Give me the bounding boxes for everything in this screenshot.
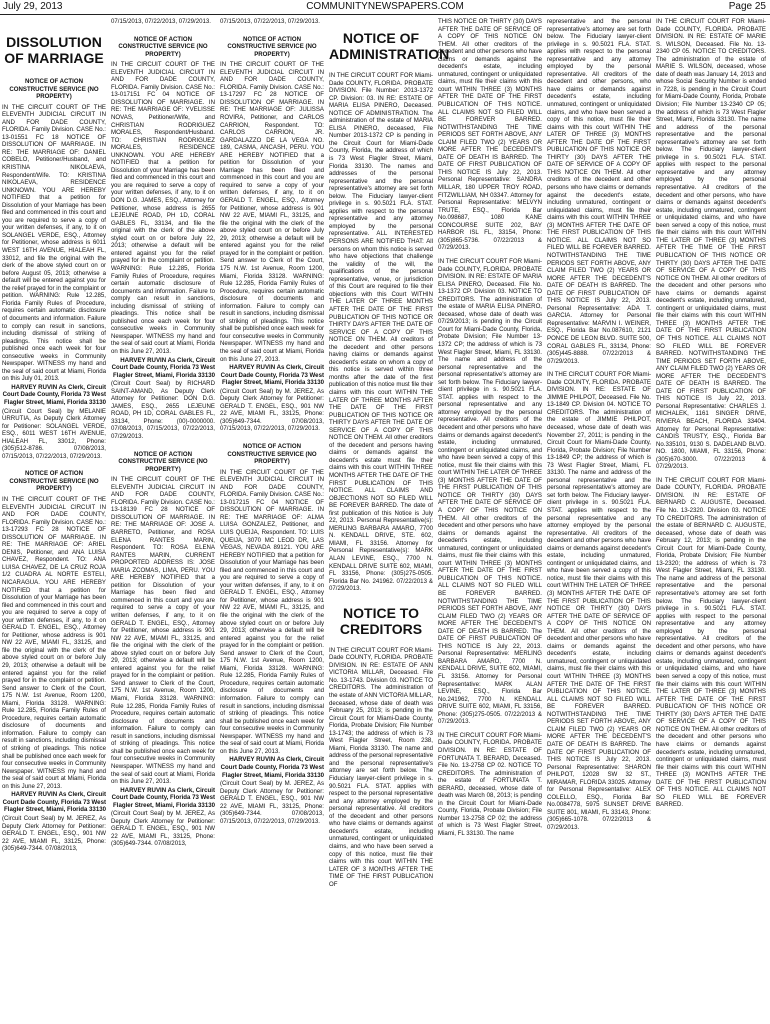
notice-body: IN THE CIRCUIT COURT FOR Miami-Dade COUNTY, FLORIDA. PROBATE DIVISION. File Number: 2013-1372 CP. Division: 03. IN RE: ESTATE OF MARIA ELISA PINERO, Deceased. NOTICE OF ADMINISTRATION. The administration of the estate of MARIA ELISA PINERO, deceased, File Number 2013-1372 CP is pending in the Circuit Court for Miami-Dade County, Florida, the address of which is 73 West Flagler Street, Miami, Florida 33130. The names and addresses of the personal representative and the personal representative's attorney are set forth below. The Fiduciary lawyer-client privilege in s. 90.5021 FLA. STAT. applies with respect to the personal representative and any attorney employed by the personal representative. ALL INTERESTED PERSONS ARE NOTIFIED THAT: All persons on whom this notice is served who have objections that challenge the validity of the will, the qualifications of the personal representative, venue, or jurisdiction of this Court are required to file their objections with this Court WITHIN THE LATER OF THREE MONTHS AFTER THE DATE OF THE FIRST PUBLICATION OF THIS NOTICE OR THIRTY DAYS AFTER THE DATE OF SERVICE OF A COPY OF THIS NOTICE ON THEM. All creditors of the decedent and other persons having claims or demands against decedent's estate on whom a copy of this notice is served within three months after the date of the first publication of this notice must file their claims with this court WITHIN THE LATER OF THREE MONTHS AFTER THE DATE OF THE FIRST PUBLICATION OF THIS NOTICE OR THIRTY DAYS AFTER THE DATE OF SERVICE OF A COPY OF THIS NOTICE ON THEM. All other creditors of the decedent and persons having claims or demands against the decedent's estate must file their claims with this court WITHIN THREE MONTHS AFTER THE DATE OF THE FIRST PUBLICATION OF THIS NOTICE. ALL CLAIMS AND OBJECTIONS NOT SO FILED WILL BE FOREVER BARRED. The date of first publication of this Notice is July 22, 2013. Personal Representative(s): MERLING BARBARA AMARO, 7700 N. KENDALL DRIVE, STE. 602, MIAMI, FL 33156. Attorney for Personal Representative(s): MARK ALAN LEVINE, ESQ., 7700 N. KENDALL DRIVE SUITE 602, MIAMI, FL 33156, Phone: (305)275-0505. Florida Bar No. 241962. 07/22/2013 & 07/29/2013.: [329, 72, 433, 593]
section-title-administration: NOTICE OF ADMINISTRATION: [329, 30, 450, 62]
notice-body: IN THE CIRCUIT COURT OF THE ELEVENTH JUDICIAL CIRCUIT IN AND FOR DADE COUNTY, FLORIDA. Family Division. CASE No.: 13-18139 FC 28 NOTICE OF DISSOLUTION OF MARRIAGE. IN RE: THE MARRIAGE OF: JOSE A. BARRETO, Petitioner, and ROSA ELENA RANTES MARIN, Respondent. TO: ROSA ELENA RANTES MARIN, CURRENT PROPORTED ADDRESS IS: JOSE MARIA ZCOMAS, LIMA, PERU. YOU ARE HEREBY NOTIFIED that a petition for Dissolution of your Marriage has been filed and commenced in this court and you are required to serve a copy of your written defenses, if any, to it on GERALD T. ENGEL, ESQ., Attorney for Petitioner, whose address is 901 NW 22 AVE, MIAMI FL, 33125, and file the original with the clerk of the above styled court on or before July 29, 2013; otherwise a default will be entered against you for the relief prayed for in the complaint or petition. Send answer to Clerk of the Court, 175 N.W. 1st Avenue, Room 1200, Miami, Florida 33128. WARNING: Rule 12.285, Florida Family Rules of Procedure, requires certain automatic disclosure of documents and information. Failure to comply can result in sanctions, including dismissal of striking of pleadings. This notice shall be published once each week for four consecutive weeks in Community Newspaper. WITNESS my hand and the seal of said court at Miami, Florida on this June 27, 2013.: [111, 476, 215, 786]
notice-tail: (Circuit Court Seal) by M. JEREZ, As Deputy Clerk Attorney for Petitioner: GERALD T. ENGEL, ESQ., 901 NW 22 AVE, MIAMI FL, 33125, Phone: (305)649-7344. 07/08/2013,: [111, 810, 215, 848]
clerk-signature: HARVEY RUVIN As Clerk, Circuit Court Dade County, Florida 73 West Flagler Street, Miami, Florida 33130: [111, 786, 215, 809]
notice-body: IN THE CIRCUIT COURT FOR Miami-Dade COUNTY, FLORIDA. PROBATE DIVISION. IN RE: ESTATE OF MARIA ELISA PINERO, Deceased. File No. 13-1372 CP. Division 03. NOTICE TO CREDITORS. The administration of the estate of MARIA ELISA PINERO, deceased, whose date of death was 07/29/2013; is pending in the Circuit Court for Miami-Dade County, Florida, Probate Division; File Number 13-1372 CP; the address of which is 73 West Flagler Street, Miami, FL 33130. The name and address of the personal representative and the personal representative's attorney are set forth below. The Fiduciary lawyer-client privilege in s. 90.5021 FLA. STAT. applies with respect to the personal representative and any attorney employed by the personal representative. All creditors of the decedent and other persons who have claims or demands against decedent's estate, including unmatured, contingent or unliquidated claims, and who have been served a copy of this notice, must file their claims with this court WITHIN THE LATER OF THREE (3) MONTHS AFTER THE DATE OF THE FIRST PUBLICATION OF THIS NOTICE OR THIRTY (30) DAYS AFTER THE DATE OF SERVICE OF A COPY OF THIS NOTICE ON THEM. All other creditors of the decedent and other persons who have claims or demands against the decedent's estate, including unmatured, contingent or unliquidated claims, must file their claims with this court WITHIN THREE (3) MONTHS AFTER THE DATE OF THE FIRST PUBLICATION OF THIS NOTICE. ALL CLAIMS NOT SO FILED WILL BE FOREVER BARRED. NOTWITHSTANDING THE TIME PERIODS SET FORTH ABOVE, ANY CLAIM FILED TWO (2) YEARS OR MORE AFTER THE DECEDENT'S DATE OF DEATH IS BARRED. The DATE OF FIRST PUBLICATION OF THIS NOTICE IS July 22, 2013. Personal Representative: MERLING BARBARA AMARO, 7700 N. KENDALL DRIVE, SUITE 602, MIAMI, FL 33156. Attorney for Personal Representative: MARK ALAN LEVINE, ESQ., Florida Bar No.241962, 7700 N. KENDALL DRIVE SUITE 602, MIAMI, FL 33156, Phone: (305)275-0505. 07/22/2013 & 07/29/2013.: [438, 257, 542, 726]
section-title-dissolution: DISSOLUTION OF MARRIAGE: [4, 34, 104, 66]
notice-body: IN THE CIRCUIT COURT OF THE ELEVENTH JUDICIAL CIRCUIT IN AND FOR DADE COUNTY, FLORIDA. Family Division. CASE No.: 13-01551 FC 18 NOTICE OF DISSOLUTION OF MARRIAGE. IN RE: THE MARRIAGE OF: DANIEL COBELO, Petitioner/Husband, and KRISTINA NIKOLAEVA, Respondent/Wife. TO: KRISTINA NIKOLAEVA, RESIDENCE UNKNOWN. YOU ARE HEREBY NOTIFIED that a petition for Dissolution of your Marriage has been filed and commenced in this court and you are required to serve a copy of your written defenses, if any, to it on SOLANGEL VERDE, ESQ., Attorney for Petitioner, whose address is 6011 WEST 16TH AVENUE, HIALEAH FL, 33012, and file the original with the clerk of the above styled court on or before August 05, 2013; otherwise a default will be entered against you for the relief prayed for in the complaint or petition. WARNING: Rule 12.285, Florida Family Rules of Procedure, requires certain automatic disclosure of documents and information. Failure to comply can result in sanctions, including dismissal of striking of pleadings. This notice shall be published once each week for four consecutive weeks in Community Newspaper. WITNESS my hand and the seal of said court at Miami, Florida on this July 01, 2013.: [2, 103, 106, 383]
notice-body: IN THE CIRCUIT COURT OF THE ELEVENTH JUDICIAL CIRCUIT IN AND FOR DADE COUNTY, FLORIDA. Family Division. CASE No.: 13-017215 FC 04 NOTICE OF DISSOLUTION OF MARRIAGE. IN RE: THE MARRIAGE OF: ALMA LUISA GONZALEZ, Petitioner, and LUIS QUEIJA, Respondent. TO: LUIS QUEIJA, 3070 MC LEOD DR, LAS VEGAS, NEVADA 89121. YOU ARE HEREBY NOTIFIED that a petition for Dissolution of your Marriage has been filed and commenced in this court and you are required to serve a copy of your written defenses, if any, to it on GERALD T. ENGEL, ESQ., Attorney for Petitioner, whose address is 901 NW 22 AVE, MIAMI FL, 33125, and file the original with the clerk of the above styled court on or before July 29, 2013; otherwise a default will be entered against you for the relief prayed for in the complaint or petition. Send answer to Clerk of the Court, 175 N.W. 1st Avenue, Room 1200, Miami, Florida 33128. WARNING: Rule 12.285, Florida Family Rules of Procedure, requires certain automatic disclosure of documents and information. Failure to comply can result in sanctions, including dismissal of striking of pleadings. This notice shall be published once each week for four consecutive weeks in Community Newspaper. WITNESS my hand and the seal of said court at Miami, Florida on this June 27, 2013.: [220, 468, 324, 755]
column-3: [220, 18, 324, 1022]
notice-tail: (Circuit Court Seal) by M. JEREZ, As Deputy Clerk Attorney for Petitioner: GERALD T. ENGEL, ESQ., 901 NW 22 AVE, MIAMI FL, 33125, Phone: (305)649-7344. 07/08/2013, 07/15/2013, 07/22/2013, 07/29/2013.: [220, 780, 324, 825]
column-4: [329, 18, 450, 1022]
notice-heading: NOTICE OF ACTION CONSTRUCTIVE SERVICE (NO PROPERTY): [9, 470, 99, 493]
notice-heading: NOTICE OF ACTION CONSTRUCTIVE SERVICE (NO PROPERTY): [118, 450, 208, 473]
notice-body: IN THE CIRCUIT COURT FOR Miami-Dade COUNTY, FLORIDA. PROBATE DIVISION. IN RE: ESTATE OF MARIE S. WILSON, Deceased. File No. 13-2340 CP 05. NOTICE TO CREDITORS. The administration of the estate of MARIE S. WILSON, deceased, whose date of death was January 14, 2013 and whose Social Security Number is ended in 7228, is pending in the Circuit Court for Miami-Dade County, Florida, Probate Division; File Number 13-2340 CP 05; the address of which is 73 West Flagler Street, Miami, Florida 33130. The name and address of the personal representative and the personal representative's attorney are set forth below. The Fiduciary lawyer-client privilege in s. 90.5021 FLA. STAT. applies with respect to the personal representative and any attorney employed by the personal representative. All creditors of the decedent and other persons, who have claims or demands against decedent's estate, including unmatured, contingent or unliquidated claims, and who have been served a copy of this notice, must file their claims with this court WITHIN THE LATER OF THREE (3) MONTHS AFTER THE TIME OF THE FIRST PUBLICATION OF THIS NOTICE OR THIRTY (30) DAYS AFTER THE DATE OF SERVICE OF A COPY OF THIS NOTICE ON THEM. All other creditors of the decedent and other persons who have claims or demands against decedent's estate, including unmatured, contingent or unliquidated claims, must file their claims with this court WITHIN THREE (3) MONTHS AFTER THE DATE OF THE FIRST PUBLICATION OF THIS NOTICE. ALL CLAIMS NOT SO FILED WILL BE FOREVER BARRED. NOTWITHSTANDING THE TIME PERIODS SET FORTH ABOVE, ANY CLAIM FILED TWO (2) YEARS OR MORE AFTER THE DECEDENT'S DATE OF DEATH IS BARRED. The DATE OF FIRST PUBLICATION OF THIS NOTICE IS July 22, 2013. Personal Representative: CHARLES J. MICHALEK, 1161 SINGER DRIVE, RIVIERA BEACH, FLORIDA 33404. Attorney for Personal Representative: CANDIS TRUSTY, ESQ., Florida Bar No.335101, 9130 S. DADELAND BLVD. NO. 1800, MIAMI, FL 33156, Phone: (305)670-3000. 07/22/2013 & 07/29/2013.: [656, 18, 766, 471]
site-name: COMMUNITYNEWSPAPERS.COM: [306, 1, 464, 12]
notice-heading: NOTICE OF ACTION CONSTRUCTIVE SERVICE (NO PROPERTY): [118, 35, 208, 58]
issue-date: July 29, 2013: [3, 1, 63, 12]
notice-body: IN THE CIRCUIT COURT OF THE ELEVENTH JUDICIAL CIRCUIT IN AND FOR DADE COUNTY, FLORIDA. Family Division. CASE No.: 13-17293 FC 28 NOTICE OF DISSOLUTION OF MARRIAGE. IN RE: THE MARRIAGE OF: ARIEL DENIS, Petitioner, and ANA LUISA CHAVEZ, Respondent. TO: ANA LUISA CHAVEZ, DE LA CRUZ ROJA 1/2 CUADRA AL NORTE ESTELI, NICARAGUA. YOU ARE HEREBY NOTIFIED that a petition for Dissolution of your Marriage has been filed and commenced in this court and you are required to serve a copy of your written defenses, if any, to it on GERALD T. ENGEL, ESQ., Attorney for Petitioner, whose address is 901 NW 22 AVE, MIAMI FL, 33125, and file the original with the clerk of the above styled court on or before July 29, 2013; otherwise a default will be entered against you for the relief prayed for in the complaint or petition. Send answer to Clerk of the Court, 175 N.W. 1st Avenue, Room 1200, Miami, Florida 33128. WARNING: Rule 12.285, Florida Family Rules of Procedure, requires certain automatic disclosure of documents and information. Failure to comply can result in sanctions, including dismissal of striking of pleadings. This notice shall be published once each week for four consecutive weeks in Community Newspaper. WITNESS my hand and the seal of said court at Miami, Florida on this June 27, 2013.: [2, 495, 106, 790]
section-title-creditors: NOTICE TO CREDITORS: [339, 604, 423, 637]
notice-body: THIS NOTICE OR THIRTY (30) DAYS AFTER THE DATE OF SERVICE OF A COPY OF THIS NOTICE ON THEM. All other creditors of the decedent and other persons who have claims or demands against the decedent's estate, including unmatured, contingent or unliquidated claims, must file their claims with this court WITHIN THREE (3) MONTHS AFTER THE DATE OF THE FIRST PUBLICATION OF THIS NOTICE. ALL CLAIMS NOT SO FILED WILL BE FOREVER BARRED. NOTWITHSTANDING THE TIME PERIODS SET FORTH ABOVE, ANY CLAIM FILED TWO (2) YEARS OR MORE AFTER THE DECEDENT'S DATE OF DEATH IS BARRED. The DATE OF FIRST PUBLICATION OF THIS NOTICE IS July 22, 2013. Personal Representative: SANDRA MILLAR, 180 UPPER TROY ROAD, FITZWILLIAM, NH 03347. Attorney for Personal Representative: MELVYN TRUTE, ESQ., Florida Bar No.098687, 1080 KANE CONCOURSE SUITE 202, BAY HARBOR ISL FL, 33154, Phone: (305)865-5736. 07/22/2013 & 07/29/2013.: [438, 18, 542, 252]
notice-heading: NOTICE OF ACTION CONSTRUCTIVE SERVICE (NO PROPERTY): [9, 78, 99, 101]
clerk-signature: HARVEY RUVIN As Clerk, Circuit Court Dade County, Florida 73 West Flagler Street, Miami, Florida 33130: [2, 791, 106, 814]
notice-heading: NOTICE OF ACTION CONSTRUCTIVE SERVICE (NO PROPERTY): [227, 35, 317, 58]
column-6: [547, 18, 651, 1022]
notice-body: IN THE CIRCUIT COURT FOR Miami-Dade COUNTY, FLORIDA. PROBATE DIVISION. IN RE: ESTATE OF ANN VICTORIA MILLAR, Deceased. File No. 13-1743. Division 03. NOTICE TO CREDITORS. The administration of the estate of ANN VICTORIA MILLAR, deceased, whose date of death was February 25, 2013; is pending in the Circuit Court for Miami-Dade County, Florida, Probate Division; File Number 13-1743; the address of which is 73 West Flagler Street, Room 238, Miami, Florida 33130. The name and address of the personal representative and the personal representative's attorney are set forth below. The Fiduciary lawyer-client privilege in s. 90.5021 FLA. STAT. applies with respect to the personal representative and any attorney employed by the personal representative. All creditors of the decedent and other persons who have claims or demands against decedent's estate, including unmatured, contingent or unliquidated claims, and who have been served a copy of this notice, must file their claims with this court WITHIN THE LATER OF 3 MONTHS AFTER THE TIME OF THE FIRST PUBLICATION OF: [329, 646, 433, 888]
column-2: [111, 18, 215, 1022]
notice-tail: (Circuit Court Seal) by RICHARD SAINT-AMAND, As Deputy Clerk Attorney for Petitioner: DON D.G. JAMES, ESQ., 2655 LEJEUNE ROAD, PH 1D, CORAL GABLES FL, 33134, Phone: (00)-0000000. 07/08/2013, 07/15/2013, 07/22/2013, 07/29/2013.: [111, 380, 215, 440]
notice-body: IN THE CIRCUIT COURT OF THE ELEVENTH JUDICIAL CIRCUIT IN AND FOR DADE COUNTY, FLORIDA. Family Division. CASE No.: 13-017151 FC 04 NOTICE OF DISSOLUTION OF MARRIAGE. IN RE: THE MARRIAGE OF: YVELISSE NOVAS, Petitioner/Wife, and CHRISTIAN RODRIGUEZ MORALES, Respondent/Husband. TO: CHRISTIAN RODRIGUEZ MORALES, RESIDENCE UNKNOWN. YOU ARE HEREBY NOTIFIED that a petition for Dissolution of your Marriage has been filed and commenced in this court and you are required to serve a copy of your written defenses, if any, to it on DON D.G. JAMES, ESQ., Attorney for Petitioner, whose address is 2655 LEJEUNE ROAD, PH 1D, CORAL GABLES FL, 33134, and file the original with the clerk of the above styled court on or before July 22, 2013; otherwise a default will be entered against you for the relief prayed for in the complaint or petition. WARNING: Rule 12.285, Florida Family Rules of Procedure, requires certain automatic disclosure of documents and information. Failure to comply can result in sanctions, including dismissal of striking of pleadings. This notice shall be published once each week for four consecutive weeks in Community Newspaper. WITNESS my hand and the seal of said court at Miami, Florida on this June 27, 2013.: [111, 61, 215, 355]
notice-tail: (Circuit Court Seal) by MELANIE URRUTIA, As Deputy Clerk Attorney for Petitioner: SOLANGEL VERDE, ESQ., 6011 WEST 16TH AVENUE, HIALEAH FL, 33012, Phone: (305)512-8786. 07/08/2013, 07/15/2013, 07/22/2013, 07/29/2013.: [2, 407, 106, 460]
clerk-signature: HARVEY RUVIN As Clerk, Circuit Court Dade County, Florida 73 West Flagler Street, Miami, Florida 33130: [111, 356, 215, 379]
notice-body: IN THE CIRCUIT COURT FOR Miami-Dade COUNTY, FLORIDA. PROBATE DIVISION. IN RE: ESTATE OF JIMMIE PHILPOT, Deceased. File No. 13-1849 CP. Division 04. NOTICE TO CREDITORS. The administration of the estate of JIMMIE PHILPOT, deceased, whose date of death was November 27, 2011; is pending in the Circuit Court for Miami-Dade County, Florida, Probate Division; File Number 13-1849 CP; the address of which is 73 West Flagler Street, Miami, FL 33130. The name and address of the personal representative and the personal representative's attorney are set forth below. The Fiduciary lawyer-client privilege in s. 90.5021 FLA. STAT. applies with respect to the personal representative and any attorney employed by the personal representative. All creditors of the decedent and other persons who have claims or demands against decedent's estate, including unmatured, contingent or unliquidated claims, and who have been served a copy of this notice, must file their claims with this court WITHIN THE LATER OF THREE (3) MONTHS AFTER THE DATE OF THE FIRST PUBLICATION OF THIS NOTICE OR THIRTY (30) DAYS AFTER THE DATE OF SERVICE OF A COPY OF THIS NOTICE ON THEM. All other creditors of the decedent and other persons who have claims or demands against the decedent's estate, including unmatured, contingent or unliquidated claims, must file their claims with this court WITHIN THREE (3) MONTHS AFTER THE DATE OF THE FIRST PUBLICATION OF THIS NOTICE. ALL CLAIMS NOT SO FILED WILL BE FOREVER BARRED. NOTWITHSTANDING THE TIME PERIODS SET FORTH ABOVE, ANY CLAIM FILED TWO (2) YEARS OR MORE AFTER THE DECEDENT'S DATE OF DEATH IS BARRED. The DATE OF FIRST PUBLICATION OF THIS NOTICE IS July 22, 2013. Personal Representative: SHARON PHILPOT, 12028 SW 32 ST., MIRAMAR, FLORIDA 33025. Attorney for Personal Representative: ALEX COLELLO, ESQ., Florida Bar No.0084778, 5975 SUNSET DRIVE SUITE 801, MIAMI, FL 33143, Phone: (305)665-1078. 07/22/2013 & 07/29/2013.: [547, 371, 651, 831]
clerk-signature: HARVEY RUVIN As Clerk, Circuit Court Dade County, Florida 73 West Flagler Street, Miami, Florida 33130: [220, 364, 324, 387]
notice-dates: 07/15/2013, 07/22/2013, 07/29/2013.: [111, 18, 211, 25]
notice-heading: NOTICE OF ACTION CONSTRUCTIVE SERVICE (NO PROPERTY): [227, 442, 317, 466]
notice-tail: (Circuit Court Seal) by M. JEREZ, As Deputy Clerk Attorney for Petitioner: GERALD T. ENGEL, ESQ., 901 NW 22 AVE, MIAMI FL, 33125, Phone: (305)649-7344. 07/08/2013, 07/15/2013, 07/22/2013, 07/29/2013.: [220, 387, 324, 433]
notice-tail: (Circuit Court Seal) by M. JEREZ, As Deputy Clerk Attorney for Petitioner: GERALD T. ENGEL, ESQ., 901 NW 22 AVE, MIAMI FL, 33125, Phone: (305)649-7344. 07/08/2013,: [2, 814, 106, 853]
column-7: [656, 18, 766, 1022]
clerk-signature: HARVEY RUVIN As Clerk, Circuit Court Dade County, Florida 73 West Flagler Street, Miami, Florida 33130: [2, 383, 106, 406]
notice-body: IN THE CIRCUIT COURT OF THE ELEVENTH JUDICIAL CIRCUIT IN AND FOR DADE COUNTY, FLORIDA. Family Division. CASE No.: 13-17297 FC 28 NOTICE OF DISSOLUTION OF MARRIAGE. IN RE: THE MARRIAGE OF: JULISSA ROVIRA, Petitioner, and CARLOS CARRION, Respondent. TO: CARLOS CARRION, JR. GARDALAZZO DE LA VEGA NO. 189, CASMA, ANCASH, PERU. YOU ARE HEREBY NOTIFIED that a petition for Dissolution of your Marriage has been filed and commenced in this court and you are required to serve a copy of your written defenses, if any, to it on GERALD T. ENGEL, ESQ., Attorney for Petitioner, whose address is 901 NW 22 AVE, MIAMI FL, 33125, and file the original with the clerk of the above styled court on or before July 29, 2013; otherwise a default will be entered against you for the relief prayed for in the complaint or petition. Send answer to Clerk of the Court, 175 N.W. 1st Avenue, Room 1200, Miami, Florida 33128. WARNING: Rule 12.285, Florida Family Rules of Procedure, requires certain automatic disclosure of documents and information. Failure to comply can result in sanctions, including dismissal of striking of pleadings. This notice shall be published once each week for four consecutive weeks in Community Newspaper. WITNESS my hand and the seal of said court at Miami, Florida on this June 27, 2013.: [220, 61, 324, 363]
column-1: [2, 18, 106, 1022]
notice-body: representative and the personal representative's attorney are set forth below. The Fiduciary lawyer-client privilege in s. 90.5021 FLA. STAT. applies with respect to the personal representative and any attorney employed by the personal representative. All creditors of the decedent and other persons, who have claims or demands against decedent's estate, including unmatured, contingent or unliquidated claims, and who have been served a copy of this notice, must file their claims with this court WITHIN THE LATER OF THREE (3) MONTHS AFTER THE DATE OF THE FIRST PUBLICATION OF THIS NOTICE OR THIRTY (30) DAYS AFTER THE DATE OF SERVICE OF A COPY OF THIS NOTICE ON THEM. All other creditors of the decedent and other persons who have claims or demands against the decedent's estate, including unmatured, contingent or unliquidated claims, must file their claims with this court WITHIN THREE (3) MONTHS AFTER THE DATE OF THE FIRST PUBLICATION OF THIS NOTICE. ALL CLAIMS NOT SO FILED WILL BE FOREVER BARRED. NOTWITHSTANDING THE TIME PERIODS SET FORTH ABOVE, ANY CLAIM FILED TWO (2) YEARS OR MORE AFTER THE DECEDENT'S DATE OF DEATH IS BARRED. The DATE OF FIRST PUBLICATION OF THIS NOTICE IS July 22, 2013. Personal Representative: ADA T. GARCIA. Attorney for Personal Representative: MARVIN I. WEINER, ESQ., Florida Bar No.087610, 2121 PONCE DE LEON BLVD. SUITE 500, CORAL GABLES FL, 33134, Phone: (305)445-8888. 07/22/2013 & 07/29/2013.: [547, 18, 651, 365]
page-header: [0, 0, 770, 15]
page-number: Page 25: [728, 1, 766, 12]
column-5: [438, 18, 542, 1022]
notice-dates: 07/15/2013, 07/22/2013, 07/29/2013.: [220, 18, 320, 25]
notice-body: IN THE CIRCUIT COURT FOR Miami-Dade COUNTY, FLORIDA. PROBATE DIVISION. IN RE: ESTATE OF FORTUNATA T. BERARD, Deceased. File No. 13-2758 CP 02. NOTICE TO CREDITORS. The administration of the estate of FORTUNATA T. BERARD, deceased, whose date of death was March 08, 2013; is pending in the Circuit Court for Miami-Dade County, Florida, Probate Division; File Number 13-2758 CP 02; the address of which is 73 West Flagler Street, Miami, FL 33130. The name: [438, 731, 542, 837]
clerk-signature: HARVEY RUVIN As Clerk, Circuit Court Dade County, Florida 73 West Flagler Street, Miami, Florida 33130: [220, 756, 324, 779]
notice-body: IN THE CIRCUIT COURT FOR Miami-Dade COUNTY, FLORIDA. PROBATE DIVISION. IN RE: ESTATE OF BERNARD C. AUGUSTE, Deceased. File No. 13-2320. Division 03. NOTICE TO CREDITORS. The administration of the estate of BERNARD C. AUGUSTE, deceased, whose date of death was February 12, 2013; is pending in the Circuit Court for Miami-Dade County, Florida, Probate Division; File Number 13-2320; the address of which is 73 West Flagler Street, Miami, FL 33130. The name and address of the personal representative and the personal representative's attorney are set forth below. The Fiduciary lawyer-client privilege in s. 90.5021 FLA. STAT. applies with respect to the personal representative and any attorney employed by the personal representative. All creditors of the decedent and other persons, who have claims or demands against decedent's estate, including unmatured, contingent or unliquidated claims, and who have been served a copy of this notice, must file their claims with this court WITHIN THE LATER OF THREE (3) MONTHS AFTER THE DATE OF THE FIRST PUBLICATION OF THIS NOTICE OR THIRTY (30) DAYS AFTER THE DATE OF SERVICE OF A COPY OF THIS NOTICE ON THEM. All other creditors of the decedent and other persons who have claims or demands against decedent's estate, including unmatured, contingent or unliquidated claims, must file their claims with this court WITHIN THREE (3) MONTHS AFTER THE DATE OF THE FIRST PUBLICATION OF THIS NOTICE. ALL CLAIMS NOT SO FILED WILL BE FOREVER BARRED.: [656, 476, 766, 809]
